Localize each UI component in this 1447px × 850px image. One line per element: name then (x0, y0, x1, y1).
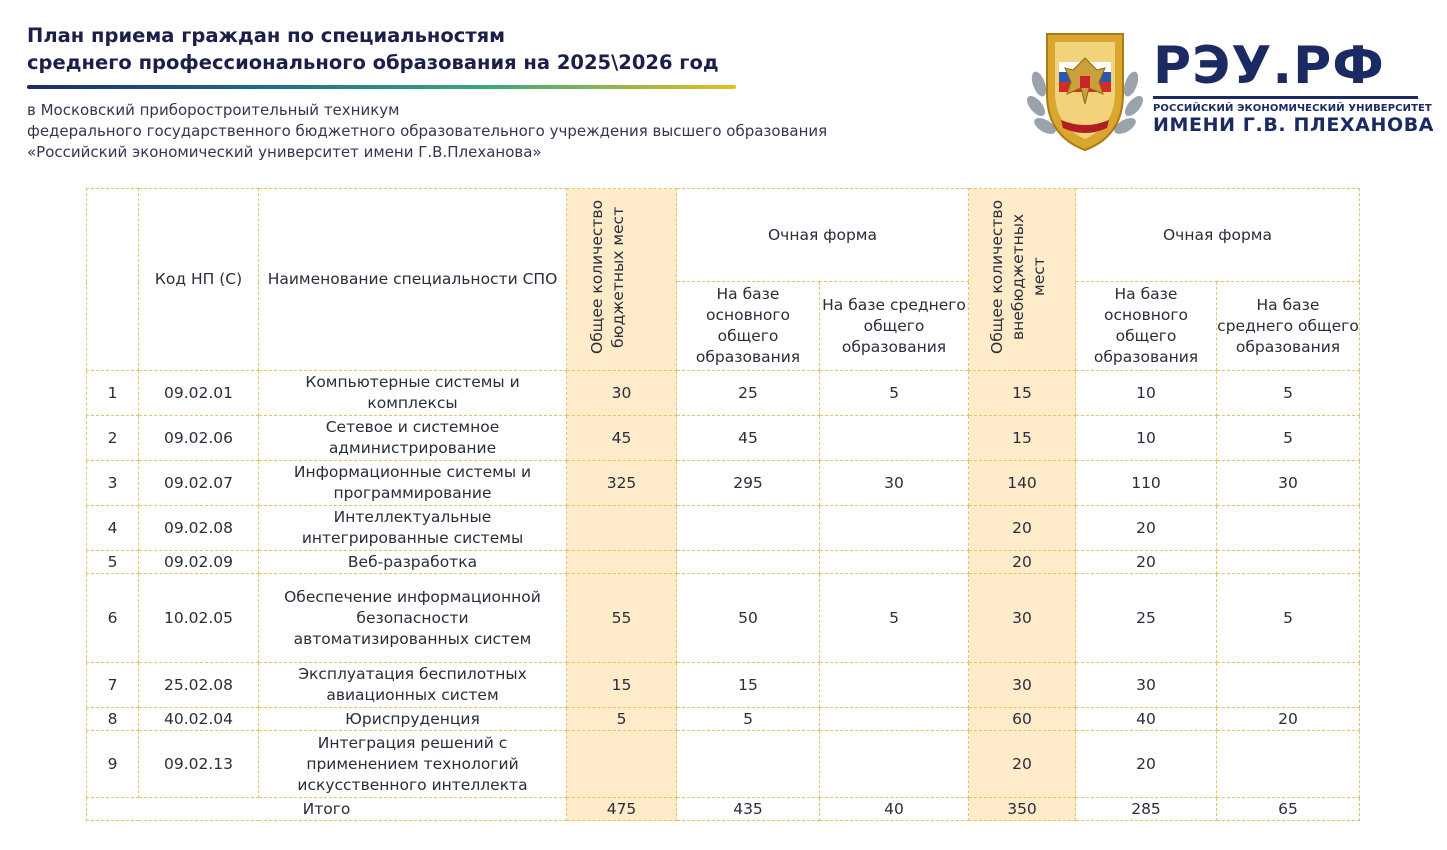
row-extra-total: 20 (969, 731, 1076, 798)
university-logo (1025, 24, 1435, 159)
header-budget-total (567, 189, 677, 371)
row-extra-total: 15 (969, 371, 1076, 416)
subtitle (27, 100, 827, 163)
row-budget-basic: 15 (677, 663, 820, 708)
row-extra-secondary (1217, 663, 1360, 708)
row-budget-basic: 25 (677, 371, 820, 416)
row-extra-secondary (1217, 506, 1360, 551)
row-extra-secondary: 30 (1217, 461, 1360, 506)
row-extra-secondary: 5 (1217, 416, 1360, 461)
row-budget-total: 30 (567, 371, 677, 416)
row-number: 8 (87, 708, 139, 731)
row-budget-total (567, 731, 677, 798)
row-name: Информационные системы и программирование (259, 461, 567, 506)
table-row (87, 506, 1360, 551)
row-budget-basic: 45 (677, 416, 820, 461)
row-number: 6 (87, 574, 139, 663)
row-budget-secondary (820, 506, 969, 551)
row-budget-total: 325 (567, 461, 677, 506)
row-code: 09.02.07 (139, 461, 259, 506)
total-bb: 435 (677, 798, 820, 821)
row-code: 10.02.05 (139, 574, 259, 663)
row-extra-total: 30 (969, 574, 1076, 663)
row-number: 2 (87, 416, 139, 461)
header-ochnaya-budget: Очная форма (677, 189, 969, 282)
header-basic-budget: На базе основного общего образования (677, 282, 820, 371)
row-name: Обеспечение информационной безопасности автоматизированных систем (259, 574, 567, 663)
subtitle-line-2: федерального государственного бюджетного образовательного учреждения высшего образования (27, 122, 828, 140)
row-extra-total: 60 (969, 708, 1076, 731)
subtitle-line-1: в Московский приборостроительный техникум (27, 101, 400, 119)
total-row (87, 798, 1360, 821)
row-budget-total: 55 (567, 574, 677, 663)
row-code: 09.02.13 (139, 731, 259, 798)
row-code: 40.02.04 (139, 708, 259, 731)
brand-name: РЭУ.РФ (1153, 36, 1385, 96)
row-name: Эксплуатация беспилотных авиационных систем (259, 663, 567, 708)
header-budget-total-text: Общее количество бюджетных мест (587, 199, 627, 354)
row-extra-secondary (1217, 551, 1360, 574)
table-row (87, 551, 1360, 574)
table-row (87, 461, 1360, 506)
header-extrabudget-total (969, 189, 1076, 371)
row-extra-total: 20 (969, 506, 1076, 551)
row-number: 1 (87, 371, 139, 416)
row-extra-total: 15 (969, 416, 1076, 461)
row-budget-basic: 50 (677, 574, 820, 663)
row-budget-basic (677, 551, 820, 574)
header-basic-extra: На базе основного общего образования (1076, 282, 1217, 371)
header-secondary-budget: На базе среднего общего образования (820, 282, 969, 371)
row-extra-basic: 10 (1076, 416, 1217, 461)
row-extra-secondary: 5 (1217, 371, 1360, 416)
row-budget-secondary: 30 (820, 461, 969, 506)
row-budget-total (567, 551, 677, 574)
row-budget-total: 15 (567, 663, 677, 708)
row-extra-basic: 20 (1076, 551, 1217, 574)
table-row (87, 574, 1360, 663)
row-number: 4 (87, 506, 139, 551)
total-label: Итого (87, 798, 567, 821)
row-name: Веб-разработка (259, 551, 567, 574)
brand-subtitle-1: РОССИЙСКИЙ ЭКОНОМИЧЕСКИЙ УНИВЕРСИТЕТ (1153, 103, 1432, 114)
row-name: Сетевое и системное администрирование (259, 416, 567, 461)
total-eb: 285 (1076, 798, 1217, 821)
title-line-2: среднего профессионального образования на 2025\2026 год (27, 51, 719, 74)
header-row-1 (87, 189, 1360, 282)
row-name: Компьютерные системы и комплексы (259, 371, 567, 416)
header-extrabudget-total-text: Общее количество внебюджетных мест (988, 199, 1048, 354)
row-code: 25.02.08 (139, 663, 259, 708)
row-extra-total: 140 (969, 461, 1076, 506)
header-code: Код НП (С) (139, 189, 259, 371)
header-ochnaya-extra: Очная форма (1076, 189, 1360, 282)
emblem-icon (1025, 24, 1145, 154)
row-budget-secondary (820, 416, 969, 461)
subtitle-line-3: «Российский экономический университет имени Г.В.Плеханова» (27, 143, 542, 161)
row-extra-basic: 20 (1076, 731, 1217, 798)
row-code: 09.02.01 (139, 371, 259, 416)
row-extra-total: 20 (969, 551, 1076, 574)
header-name: Наименование специальности СПО (259, 189, 567, 371)
total-es: 65 (1217, 798, 1360, 821)
row-name: Интеллектуальные интегрированные системы (259, 506, 567, 551)
brand-divider (1153, 96, 1418, 99)
row-extra-total: 30 (969, 663, 1076, 708)
row-budget-total: 45 (567, 416, 677, 461)
table-row (87, 708, 1360, 731)
table-row (87, 416, 1360, 461)
row-number: 7 (87, 663, 139, 708)
row-budget-secondary (820, 663, 969, 708)
table-row (87, 371, 1360, 416)
row-number: 5 (87, 551, 139, 574)
total-bs: 40 (820, 798, 969, 821)
row-extra-basic: 30 (1076, 663, 1217, 708)
header-number (87, 189, 139, 371)
row-name: Юриспруденция (259, 708, 567, 731)
total-bt: 475 (567, 798, 677, 821)
row-extra-basic: 110 (1076, 461, 1217, 506)
row-budget-total: 5 (567, 708, 677, 731)
row-budget-basic (677, 506, 820, 551)
row-name: Интеграция решений с применением технологий искусственного интеллекта (259, 731, 567, 798)
page-title (27, 22, 719, 76)
row-code: 09.02.06 (139, 416, 259, 461)
title-line-1: План приема граждан по специальностям (27, 24, 506, 47)
table-row (87, 731, 1360, 798)
row-extra-secondary: 5 (1217, 574, 1360, 663)
row-extra-basic: 40 (1076, 708, 1217, 731)
row-budget-secondary (820, 551, 969, 574)
row-budget-basic: 295 (677, 461, 820, 506)
row-extra-basic: 25 (1076, 574, 1217, 663)
row-extra-secondary: 20 (1217, 708, 1360, 731)
row-extra-secondary (1217, 731, 1360, 798)
row-extra-basic: 10 (1076, 371, 1217, 416)
row-budget-secondary: 5 (820, 371, 969, 416)
brand-subtitle-2: ИМЕНИ Г.В. ПЛЕХАНОВА (1153, 114, 1435, 136)
row-budget-total (567, 506, 677, 551)
row-extra-basic: 20 (1076, 506, 1217, 551)
header-secondary-extra: На базе среднего общего образования (1217, 282, 1360, 371)
row-number: 9 (87, 731, 139, 798)
row-budget-secondary: 5 (820, 574, 969, 663)
row-number: 3 (87, 461, 139, 506)
row-budget-secondary (820, 731, 969, 798)
title-underline (27, 85, 736, 89)
row-code: 09.02.09 (139, 551, 259, 574)
row-budget-basic: 5 (677, 708, 820, 731)
brand-block (1153, 38, 1434, 136)
row-budget-secondary (820, 708, 969, 731)
row-code: 09.02.08 (139, 506, 259, 551)
row-budget-basic (677, 731, 820, 798)
total-et: 350 (969, 798, 1076, 821)
admission-plan-table (86, 188, 1360, 821)
table-row (87, 663, 1360, 708)
